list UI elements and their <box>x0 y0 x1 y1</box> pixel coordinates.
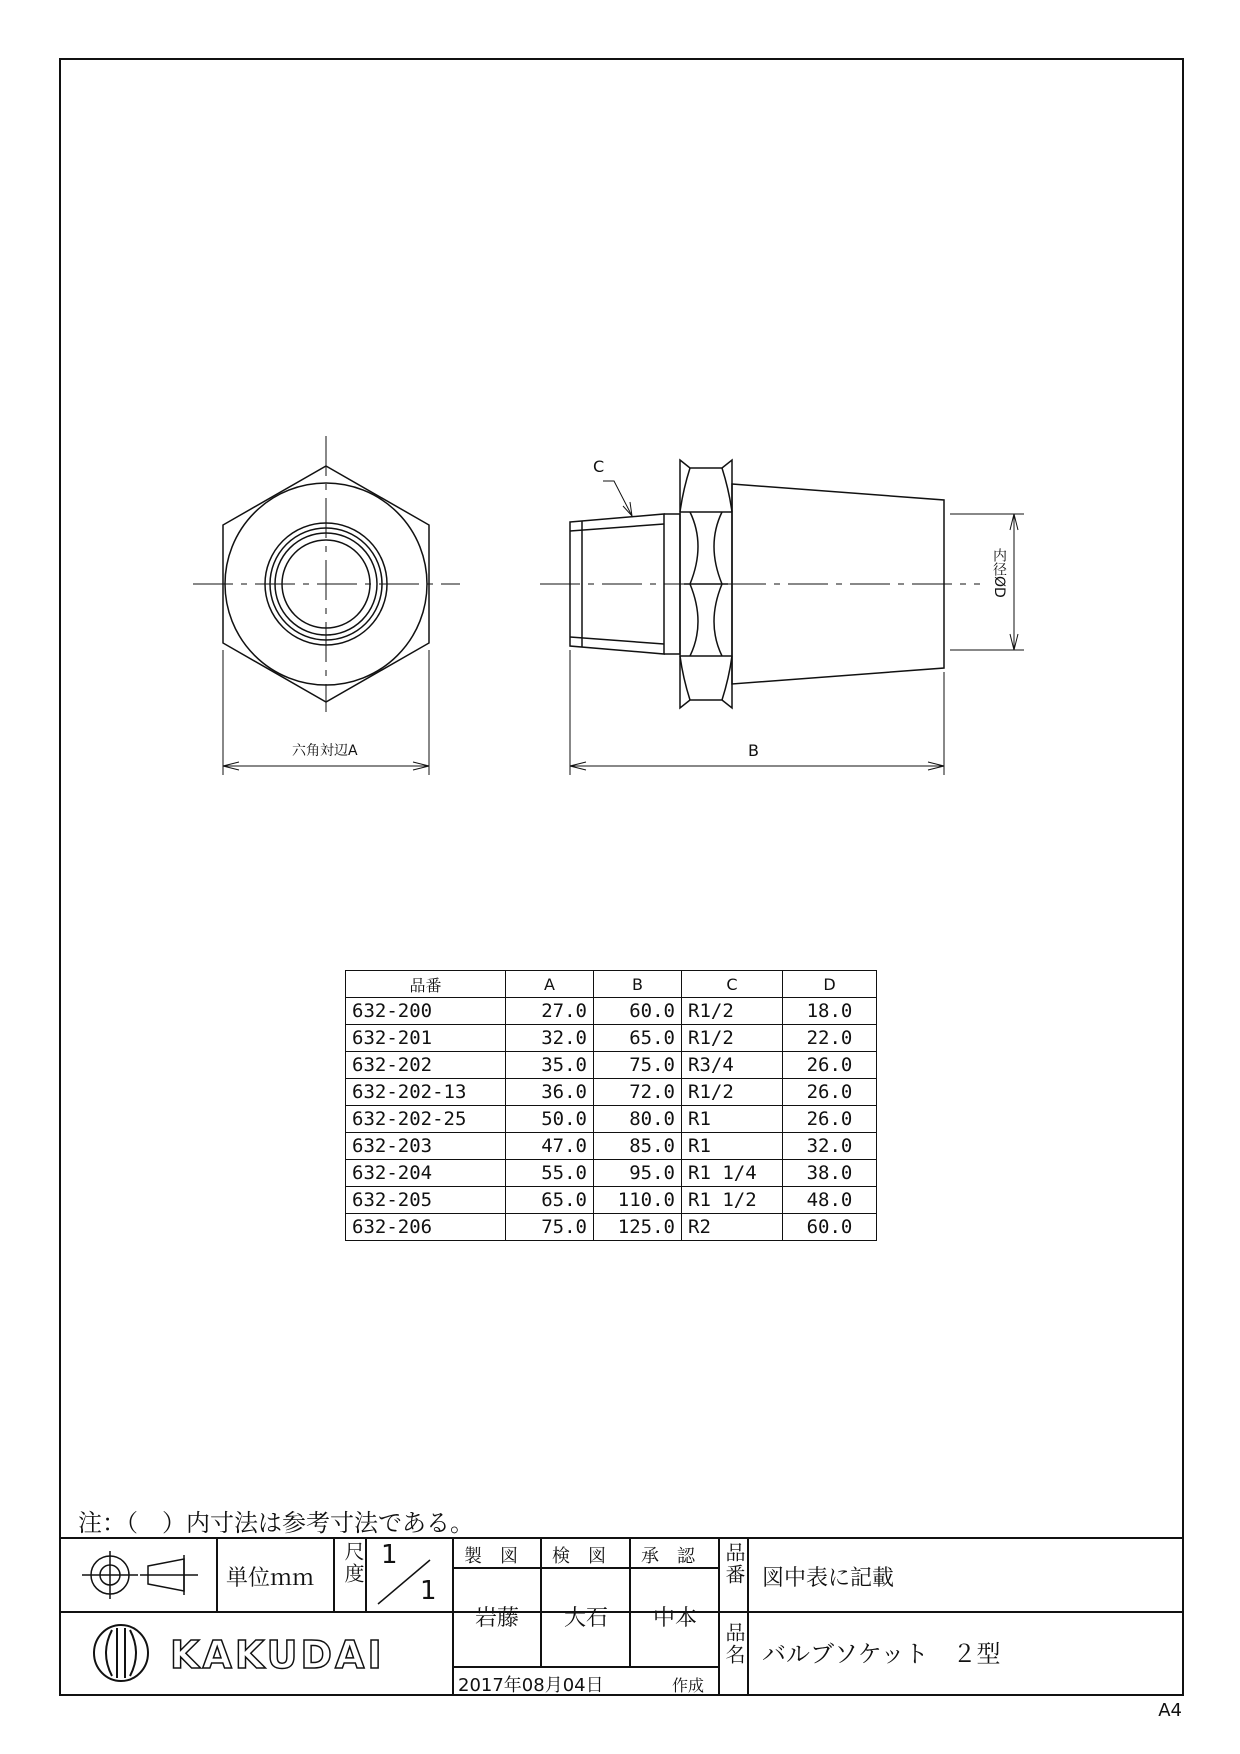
checked-by-label: 検 図 <box>552 1546 606 1567</box>
dimension-table <box>345 970 877 1241</box>
cell-b: 60.0 <box>594 998 682 1025</box>
cell-d: 22.0 <box>783 1025 877 1052</box>
cell-d: 38.0 <box>783 1160 877 1187</box>
cell-a: 55.0 <box>506 1160 594 1187</box>
created-label: 作成 <box>672 1676 705 1695</box>
part-no-label: 品番 <box>722 1542 746 1586</box>
table-header-row <box>346 971 877 998</box>
cell-a: 65.0 <box>506 1187 594 1214</box>
cell-d: 26.0 <box>783 1079 877 1106</box>
cell-d: 18.0 <box>783 998 877 1025</box>
front-view-centerlines <box>193 436 460 712</box>
cell-b: 80.0 <box>594 1106 682 1133</box>
cell-a: 36.0 <box>506 1079 594 1106</box>
cell-d: 26.0 <box>783 1052 877 1079</box>
cell-c: R1/2 <box>682 1025 783 1052</box>
made-by-label: 製 図 <box>464 1546 518 1567</box>
cell-d: 32.0 <box>783 1133 877 1160</box>
cell-part-no: 632-206 <box>346 1214 506 1241</box>
cell-a: 35.0 <box>506 1052 594 1079</box>
part-no-value: 図中表に記載 <box>762 1566 895 1591</box>
cell-a: 27.0 <box>506 998 594 1025</box>
cell-b: 72.0 <box>594 1079 682 1106</box>
length-label: B <box>748 741 759 760</box>
cell-c: R1/2 <box>682 1079 783 1106</box>
cell-c: R1/2 <box>682 998 783 1025</box>
cell-b: 65.0 <box>594 1025 682 1052</box>
column-header-a: A <box>506 971 594 998</box>
table-row <box>346 1106 877 1133</box>
table-row <box>346 1214 877 1241</box>
cell-part-no: 632-200 <box>346 998 506 1025</box>
scale-numerator: 1 <box>381 1540 398 1570</box>
table-row <box>346 1025 877 1052</box>
thread-label: C <box>593 457 605 476</box>
cell-part-no: 632-202-25 <box>346 1106 506 1133</box>
cell-part-no: 632-204 <box>346 1160 506 1187</box>
scale-label: 尺度 <box>341 1541 365 1585</box>
column-header-b: B <box>594 971 682 998</box>
cell-c: R2 <box>682 1214 783 1241</box>
cell-a: 50.0 <box>506 1106 594 1133</box>
scale-denominator: 1 <box>420 1576 437 1606</box>
cell-d: 60.0 <box>783 1214 877 1241</box>
unit-label: 単位ｍｍ <box>226 1566 315 1591</box>
cell-c: R1 <box>682 1133 783 1160</box>
cell-part-no: 632-201 <box>346 1025 506 1052</box>
kakudai-logo-icon <box>94 1625 148 1681</box>
approved-by-label: 承 認 <box>641 1546 695 1567</box>
approved-by-name: 中本 <box>653 1606 698 1631</box>
part-name-label: 品名 <box>722 1622 746 1666</box>
cell-d: 48.0 <box>783 1187 877 1214</box>
created-date: 2017年08月04日 <box>458 1675 604 1696</box>
cell-part-no: 632-202 <box>346 1052 506 1079</box>
projection-symbol-icon <box>82 1551 198 1599</box>
cell-d: 26.0 <box>783 1106 877 1133</box>
column-header-part-no: 品番 <box>346 971 506 998</box>
table-row <box>346 998 877 1025</box>
cell-a: 47.0 <box>506 1133 594 1160</box>
table-row <box>346 1052 877 1079</box>
table-body <box>346 998 877 1241</box>
cell-a: 32.0 <box>506 1025 594 1052</box>
cell-c: R1 <box>682 1106 783 1133</box>
inner-diameter-label: 内径ØD <box>991 548 1007 598</box>
cell-a: 75.0 <box>506 1214 594 1241</box>
brand-logo-text: KAKUDAI <box>170 1633 385 1677</box>
cell-b: 75.0 <box>594 1052 682 1079</box>
footnote: 注：（ ）内寸法は参考寸法である。 <box>78 1509 474 1537</box>
table-row <box>346 1133 877 1160</box>
cell-b: 95.0 <box>594 1160 682 1187</box>
checked-by-name: 大石 <box>564 1606 609 1631</box>
cell-part-no: 632-205 <box>346 1187 506 1214</box>
cell-c: R3/4 <box>682 1052 783 1079</box>
cell-part-no: 632-202-13 <box>346 1079 506 1106</box>
table-row <box>346 1079 877 1106</box>
dimension-d <box>950 514 1024 650</box>
sheet-size-label: A4 <box>1158 1700 1182 1721</box>
cell-c: R1 1/2 <box>682 1187 783 1214</box>
column-header-c: C <box>682 971 783 998</box>
table-row <box>346 1160 877 1187</box>
cell-b: 110.0 <box>594 1187 682 1214</box>
table-row <box>346 1187 877 1214</box>
cell-b: 85.0 <box>594 1133 682 1160</box>
cell-c: R1 1/4 <box>682 1160 783 1187</box>
made-by-name: 岩藤 <box>475 1606 520 1631</box>
column-header-d: D <box>783 971 877 998</box>
cell-b: 125.0 <box>594 1214 682 1241</box>
cell-part-no: 632-203 <box>346 1133 506 1160</box>
hex-across-flats-label: 六角対辺A <box>292 743 358 759</box>
leader-c <box>603 481 632 516</box>
part-name-value: バルブソケット ２型 <box>762 1640 1001 1668</box>
